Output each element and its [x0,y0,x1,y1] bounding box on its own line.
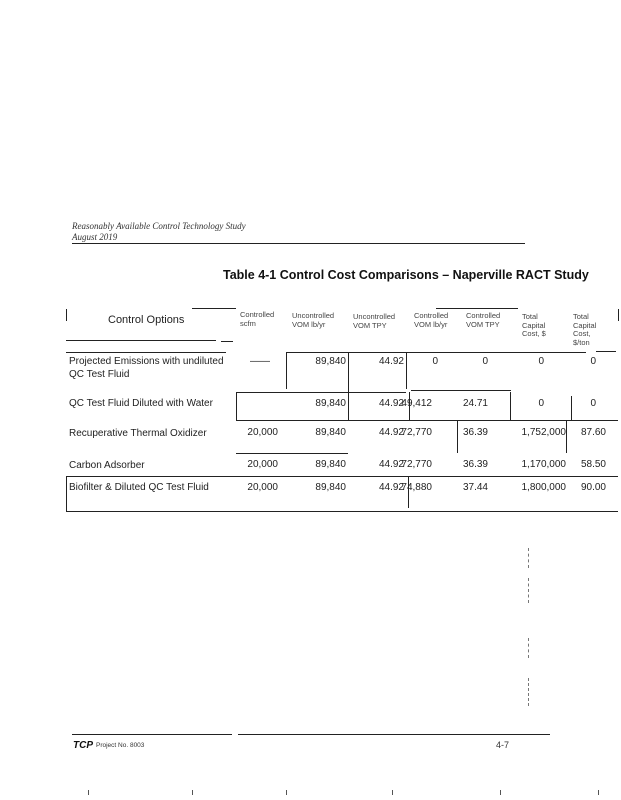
scan-artifact [528,678,529,706]
table-cell: 1,752,000 [521,427,566,438]
table-cell: 20,000 [247,482,278,493]
table-cell: 0 [538,356,544,367]
table-row-option: Projected Emissions with undiluted QC Test Fluid [69,356,224,380]
scan-artifact [88,790,89,795]
table-row-option: Biofilter & Diluted QC Test Fluid [69,482,209,493]
scan-artifact [598,790,599,795]
table-rule [66,340,216,341]
table-rule [236,420,618,421]
table-row-option: QC Test Fluid Diluted with Water [69,398,213,409]
table-rule [192,308,236,309]
table-cell: 0 [538,398,544,409]
table-rule [571,396,572,420]
scan-artifact [528,638,529,658]
header-rule [72,243,525,244]
table-rule [236,392,406,393]
table-rule [596,351,616,352]
table-row-option: Recuperative Thermal Oxidizer [69,428,207,439]
table-rule [510,392,511,420]
table-title: Table 4-1 Control Cost Comparisons – Naperville RACT Study [223,268,589,282]
table-cell: —— [250,356,270,367]
col-header-uncontrolled-lb: Uncontrolled VOM lb/yr [292,311,335,329]
table-cell: 87.60 [580,427,606,438]
table-cell: 20,000 [247,459,278,470]
scan-artifact [192,790,193,795]
table-rule [66,476,618,477]
col-header-controlled-lb: Controlled VOM lb/yr [414,311,449,329]
table-cell: 72,770 [401,459,432,470]
table-cell: 24.71 [462,398,488,409]
table-rule [66,309,67,321]
table-cell: 58.50 [580,459,606,470]
table-rule [286,352,586,353]
table-cell: 1,800,000 [521,482,566,493]
table-cell: 0 [590,356,596,367]
table-cell: 36.39 [462,427,488,438]
table-rule [409,392,410,420]
table-cell: 72,770 [401,427,432,438]
table-rule [66,476,67,512]
table-cell: 1,170,000 [521,459,566,470]
table-cell: 0 [590,398,596,409]
page-number: 4-7 [496,740,510,750]
table-cell: 44.92 [378,398,404,409]
table-rule [66,352,226,353]
table-rule [457,420,458,453]
table-cell: 36.39 [462,459,488,470]
table-rule [286,352,287,389]
col-header-capital: Total Capital Cost, $ [522,312,546,338]
table-cell: 74,880 [401,482,432,493]
table-rule [236,453,348,454]
table-cell: 0 [432,356,438,367]
project-number: Project No. 8003 [96,742,145,749]
report-title-header: Reasonably Available Control Technology Study [72,221,246,231]
table-cell: 49,412 [401,398,432,409]
table-cell: 44.92 [378,356,404,367]
report-date-header: August 2019 [72,232,118,242]
table-rule [66,511,618,512]
table-cell: 44.92 [378,427,404,438]
table-cell: 44.92 [378,459,404,470]
table-rule [566,420,567,453]
scan-artifact [528,548,529,568]
table-cell: 89,840 [315,356,346,367]
table-cell: 89,840 [315,427,346,438]
table-row-option: Carbon Adsorber [69,460,145,471]
table-rule [411,390,511,391]
col-header-options: Control Options [108,314,185,326]
table-cell: 89,840 [315,459,346,470]
col-header-uncontrolled-tpy: Uncontrolled VOM TPY [353,312,396,330]
table-cell: 90.00 [580,482,606,493]
table-cell: 0 [482,356,488,367]
table-cell: 89,840 [315,398,346,409]
table-rule [618,309,619,321]
table-rule [236,392,237,420]
cost-comparison-table [66,310,619,515]
scan-artifact [500,790,501,795]
table-cell: 37.44 [462,482,488,493]
table-cell: 20,000 [247,427,278,438]
table-rule [436,308,518,309]
footer-rule [238,734,550,735]
table-rule [348,352,349,420]
footer-rule [72,734,232,735]
table-rule [406,352,407,389]
company-logo: TCP [73,740,93,751]
col-header-scfm: Controlled scfm [240,310,275,328]
col-header-capital-per-ton: Total Capital Cost, $/ton [573,312,597,347]
scan-artifact [286,790,287,795]
table-cell: 89,840 [315,482,346,493]
scan-artifact [392,790,393,795]
scan-artifact [528,578,529,603]
table-cell: 44.92 [378,482,404,493]
col-header-controlled-tpy: Controlled VOM TPY [466,311,501,329]
table-rule [221,341,233,342]
table-rule [408,476,409,508]
